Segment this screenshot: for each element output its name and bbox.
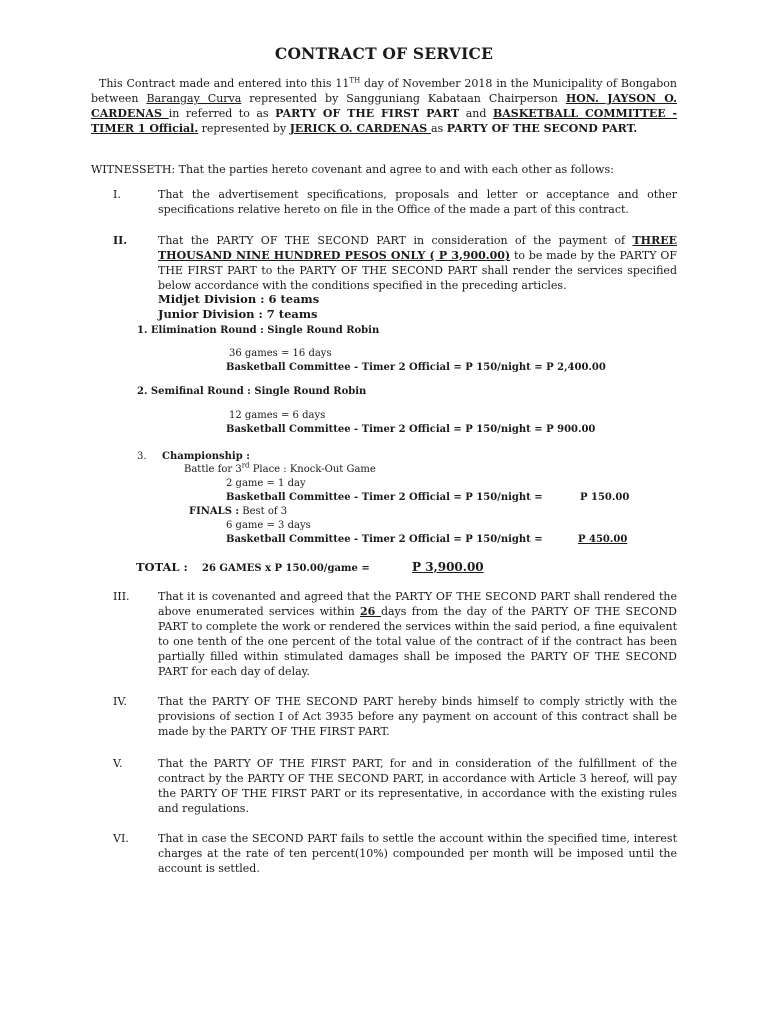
clause-number: V. [113,757,123,770]
total-amount: P 3,900.00 [412,560,484,574]
intro-text: and [459,107,493,120]
contract-amount: THREE THOUSAND NINE HUNDRED PESOS ONLY ( P 3,900.00) [158,234,677,262]
clause-three-text [158,589,677,679]
semifinal-round-title: 2. Semifinal Round : Single Round Robin [137,386,367,397]
chairperson-name: HON. JAYSON O. CARDENAS [91,92,677,120]
date-suffix: TH [349,76,361,85]
third-place-amount: P 150.00 [580,492,630,503]
clause-text: That the PARTY OF THE FIRST PART, for and in consideration of the fulfillment of the contract by the PARTY OF THE SECOND PART, in accordance with Article 3 hereof, will pay the PARTY OF THE FIRST PART or its representative, in accordance with the existing rules and regulations. [158,757,677,815]
elimination-games: 36 games = 16 days [229,348,332,359]
total-label: TOTAL : [136,560,188,574]
finals-label: FINALS : [189,506,240,517]
intro-text: represented by Sangguniang Kabataan Chairperson [241,92,566,105]
service-days: 26 [360,605,381,618]
third-place-line [184,462,376,477]
clause-number: II. [113,234,128,247]
intro-text: day of November 2018 in the Municipality of Bongabon between [91,77,677,105]
junior-division: Junior Division : 7 teams [158,307,318,321]
clause-number: I. [113,188,121,201]
second-party-label: PARTY OF THE SECOND PART. [446,122,638,135]
witnesseth-line: WITNESSETH: That the parties hereto covenant and agree to and with each other as follows: [91,163,614,176]
representative-name: JERICK O. CARDENAS [289,122,432,135]
intro-text: represented by [198,122,290,135]
clause-text: That in case the SECOND PART fails to settle the account within the specified time, interest charges at the rate of ten percent(10%) compounded per month will be imposed until the account is settled. [158,832,677,875]
clause-number: VI. [113,832,129,845]
finals-line [189,504,287,519]
intro-text: in referred to as [168,107,276,120]
clause-text: That the PARTY OF THE SECOND PART hereby binds himself to comply strictly with the provisions of section I of Act 3935 before any payment on account of this contract shall be made by the PARTY OF THE FIRST PART. [158,695,677,738]
clause-text: to be made by the PARTY OF THE FIRST PART to the PARTY OF THE SECOND PART shall render the services specified below accordance with the conditions specified in the preceding articles. [158,249,677,292]
clause-text: days from the day of the PARTY OF THE SECOND PART to complete the work or rendered the services within the said period, a fine equivalent to one tenth of the one percent of the total value of the contract of if the contract has been partially filled within stimulated damages shall be imposed the PARTY OF THE SECOND PART for each day of delay. [158,605,678,678]
clause-two-text [158,233,677,293]
clause-text: That it is covenanted and agreed that the PARTY OF THE SECOND PART shall rendered the above enumerated services within [158,590,677,618]
first-party-label: PARTY OF THE FIRST PART [275,107,460,120]
third-place-calc: Basketball Committee - Timer 2 Official = P 150/night = [226,492,543,503]
elimination-round-title: 1. Elimination Round : Single Round Robin [137,325,380,336]
championship-number: 3. [137,451,147,462]
clause-text: That the PARTY OF THE SECOND PART in consideration of the payment of [158,234,633,247]
clause-number: III. [113,590,130,603]
third-place-text: Battle for 3 [184,464,242,475]
intro-text: This Contract made and entered into this 11 [99,77,350,90]
total-calc: 26 GAMES x P 150.00/game = [202,563,370,574]
finals-games: 6 game = 3 days [226,520,311,531]
ordinal-suffix: rd [241,461,250,470]
semifinal-calc: Basketball Committee - Timer 2 Official = P 150/night = P 900.00 [226,424,596,435]
semifinal-games: 12 games = 6 days [229,410,326,421]
intro-text: as [431,122,447,135]
elimination-calc: Basketball Committee - Timer 2 Official = P 150/night = P 2,400.00 [226,362,606,373]
clause-number: IV. [113,695,127,708]
document-title: CONTRACT OF SERVICE [274,44,494,63]
intro-paragraph [91,76,677,136]
barangay-name: Barangay Curva [146,92,242,105]
midjet-division: Midjet Division : 6 teams [158,292,320,306]
finals-calc: Basketball Committee - Timer 2 Official = P 150/night = [226,534,543,545]
finals-amount: P 450.00 [578,534,628,545]
committee-name: BASKETBALL COMMITTEE - TIMER 1 Official. [91,107,678,135]
third-place-text: Place : Knock-Out Game [249,464,376,475]
finals-value: Best of 3 [239,506,288,517]
championship-title: Championship : [162,451,250,462]
third-place-games: 2 game = 1 day [226,478,306,489]
clause-text: That the advertisement specifications, proposals and letter or acceptance and other specifications relative hereto on file in the Office of the made a part of this contract. [158,188,677,216]
